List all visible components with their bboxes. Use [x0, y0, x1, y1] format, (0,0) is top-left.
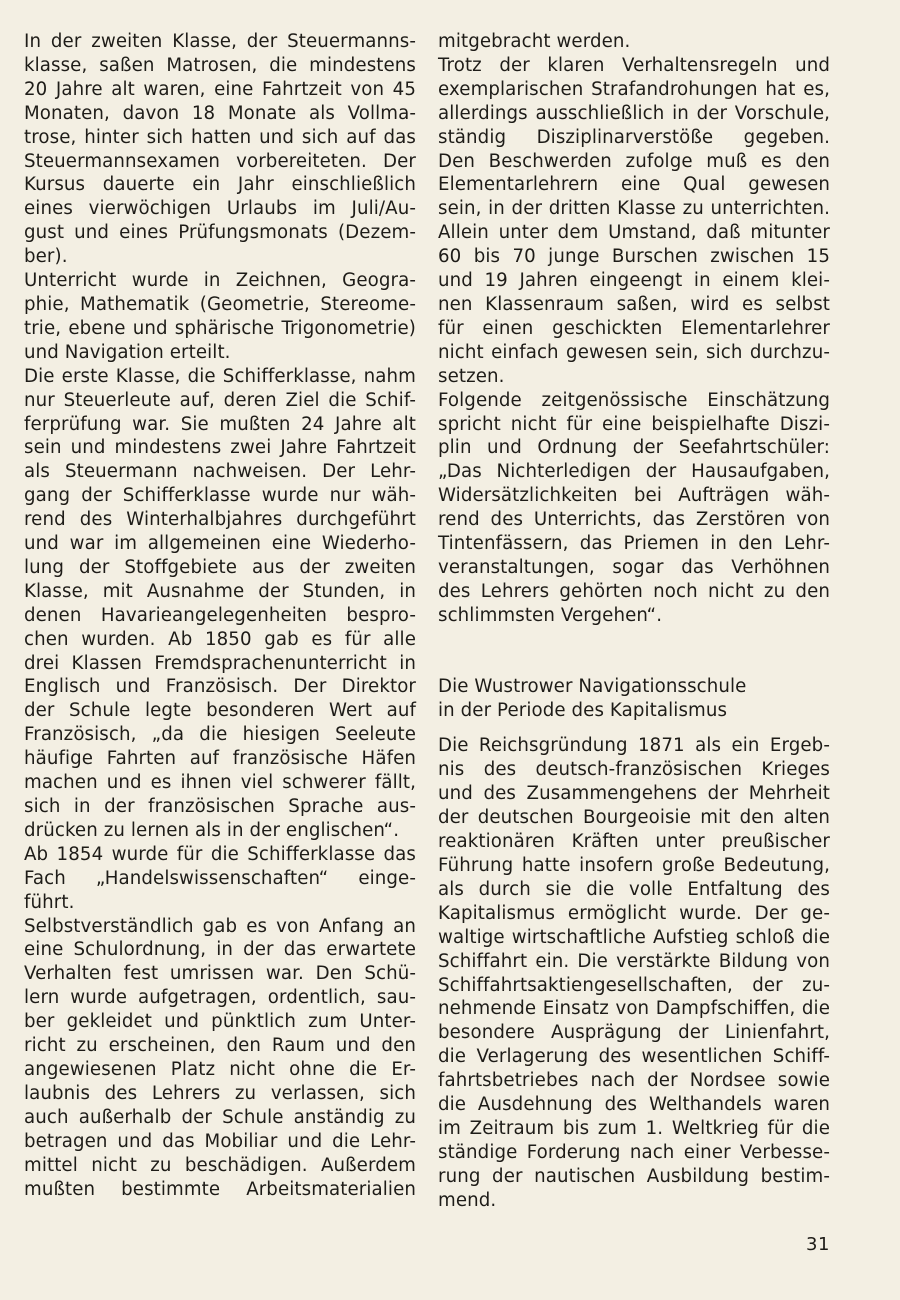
text-line: gust und eines Prüfungsmonats (Dezem- — [24, 222, 416, 244]
text-line: fahrtsbetriebes nach der Nordsee sowie — [438, 1070, 830, 1092]
text-line: nicht einfach gewesen sein, sich durchzu- — [438, 341, 830, 363]
text-line: Steuermannsexamen vorbereiteten. Der — [24, 150, 416, 172]
text-line: drücken zu lernen als in der englischen“. — [24, 819, 400, 841]
text-line: nen Klassenraum saßen, wird es selbst — [438, 293, 830, 315]
text-line: die Ausdehnung des Welthandels waren — [438, 1094, 830, 1116]
page-number: 31 — [806, 1234, 830, 1255]
text-line: setzen. — [438, 365, 505, 387]
heading-spacer — [438, 722, 830, 734]
text-line: schlimmsten Vergehen“. — [438, 604, 663, 626]
text-line: Führung hatte insofern große Bedeutung, — [438, 855, 830, 876]
section-spacer — [438, 628, 830, 675]
text-line: exemplarischen Strafandrohungen hat es, — [438, 78, 830, 100]
right-column — [438, 30, 830, 1213]
text-line: die Verlagerung des wesentlichen Schiff- — [438, 1046, 830, 1068]
text-line: chen wurden. Ab 1850 gab es für alle — [24, 628, 416, 650]
text-line: denen Havarieangelegenheiten bespro- — [24, 604, 416, 626]
text-line: waltige wirtschaftliche Aufstieg schloß die — [438, 926, 830, 948]
text-line: richt zu erscheinen, den Raum und den — [24, 1035, 416, 1057]
text-line: trie, ebene und sphärische Trigonometrie) — [24, 317, 416, 339]
text-line: Trotz der klaren Verhaltensregeln und — [438, 54, 830, 76]
text-line: machen und es ihnen viel schwerer fällt, — [24, 772, 416, 794]
text-line: Folgende zeitgenössische Einschätzung — [438, 389, 830, 411]
text-line: Allein unter dem Umstand, daß mitunter — [438, 222, 830, 244]
text-line: Monaten, davon 18 Monate als Vollma- — [24, 102, 416, 124]
text-line: nehmende Einsatz von Dampfschiffen, die — [438, 998, 830, 1020]
text-line: auch außerhalb der Schule anständig zu — [24, 1106, 416, 1128]
text-line: des Lehrers gehörten noch nicht zu den — [438, 580, 830, 602]
text-line: lung der Stoffgebiete aus der zweiten — [24, 556, 416, 578]
text-line: spricht nicht für eine beispielhafte Diszi- — [438, 413, 830, 435]
text-line: besondere Ausprägung der Linienfahrt, — [438, 1022, 830, 1044]
text-line: rung der nautischen Ausbildung bestim- — [438, 1165, 830, 1187]
text-line: betragen und das Mobiliar und die Lehr- — [24, 1130, 416, 1152]
text-line: plin und Ordnung der Seefahrtschüler: — [438, 437, 830, 459]
text-line: 20 Jahre alt waren, eine Fahrtzeit von 45 — [24, 78, 416, 100]
text-line: Kursus dauerte ein Jahr einschließlich — [24, 174, 416, 196]
text-line: Die Reichsgründung 1871 als ein Ergeb- — [438, 735, 830, 757]
text-line: Kapitalismus ermöglicht wurde. Der ge- — [438, 902, 830, 924]
text-line: Fach „Handelswissenschaften“ einge- — [24, 867, 416, 889]
text-line: gang der Schifferklasse wurde nur wäh- — [24, 485, 416, 507]
text-line: angewiesenen Platz nicht ohne die Er- — [24, 1058, 416, 1080]
text-line: Verhalten fest umrissen war. Den Schü- — [24, 963, 416, 985]
text-line: Klasse, mit Ausnahme der Stunden, in — [24, 580, 416, 602]
text-line: sich in der französischen Sprache aus- — [24, 796, 416, 817]
text-line: rend des Winterhalbjahres durchgeführt — [24, 509, 416, 531]
text-line: mittel nicht zu beschädigen. Außerdem — [24, 1154, 416, 1176]
left-paragraphs — [24, 30, 416, 1201]
text-line: ferprüfung war. Sie mußten 24 Jahre alt — [24, 413, 416, 435]
text-line: im Zeitraum bis zum 1. Weltkrieg für die — [438, 1117, 830, 1139]
text-line: klasse, saßen Matrosen, die mindestens — [24, 54, 416, 76]
text-line: Tintenfässern, das Priemen in den Lehr- — [438, 533, 830, 555]
text-line: Selbstverständlich gab es von Anfang an — [24, 915, 416, 937]
text-line: sein und mindestens zwei Jahre Fahrtzeit — [24, 437, 416, 459]
text-line: nis des deutsch-französischen Krieges — [438, 759, 830, 781]
text-line: Englisch und Französisch. Der Direktor — [24, 676, 416, 698]
text-line: 60 bis 70 junge Burschen zwischen 15 — [438, 246, 830, 268]
text-line: laubnis des Lehrers zu verlassen, sich — [24, 1082, 416, 1104]
text-line: trose, hinter sich hatten und sich auf das — [24, 126, 416, 148]
text-line: lern wurde aufgetragen, ordentlich, sau- — [24, 987, 416, 1009]
text-line: als durch sie die volle Entfaltung des — [438, 878, 830, 900]
text-line: Widersätzlichkeiten bei Aufträgen wäh- — [438, 485, 830, 507]
text-line: ber). — [24, 246, 68, 268]
text-line: ständig Disziplinarverstöße gegeben. — [438, 126, 830, 148]
text-line: eine Schulordnung, in der das erwartete — [24, 939, 416, 961]
text-line: Ab 1854 wurde für die Schifferklasse das — [24, 843, 416, 865]
text-line: reaktionären Kräften unter preußischer — [438, 831, 830, 853]
right-paragraphs — [438, 30, 830, 628]
text-line: nur Steuerleute auf, deren Ziel die Schif- — [24, 389, 416, 411]
text-line: phie, Mathematik (Geometrie, Stereome- — [24, 293, 416, 315]
text-line: und des Zusammengehens der Mehrheit — [438, 783, 830, 805]
text-line: Französisch, „da die hiesigen Seeleute — [24, 724, 416, 746]
text-line: In der zweiten Klasse, der Steuermanns- — [24, 31, 416, 52]
text-line: ständige Forderung nach einer Verbesse- — [438, 1141, 830, 1163]
section-heading — [438, 675, 830, 723]
section-body — [438, 734, 830, 1212]
text-line: ber gekleidet und pünktlich zum Unter- — [24, 1011, 416, 1033]
text-line: und war im allgemeinen eine Wiederho- — [24, 533, 416, 555]
text-line: führt. — [24, 891, 75, 913]
section-heading-line: Die Wustrower Navigationsschule — [438, 675, 747, 697]
text-line: „Das Nichterledigen der Hausaufgaben, — [438, 461, 830, 483]
text-line: Unterricht wurde in Zeichnen, Geogra- — [24, 270, 416, 292]
text-line: veranstaltungen, sogar das Verhöhnen — [438, 556, 830, 578]
text-line: und 19 Jahren eingeengt in einem klei- — [438, 270, 830, 292]
text-line: Schiffahrt ein. Die verstärkte Bildung von — [438, 950, 830, 972]
left-column — [24, 30, 416, 1201]
section-heading-line: in der Periode des Kapitalismus — [438, 699, 728, 721]
text-line: mend. — [438, 1189, 497, 1211]
text-line: der deutschen Bourgeoisie mit den alten — [438, 807, 830, 829]
text-line: allerdings ausschließlich in der Vorschule, — [438, 102, 830, 124]
text-line: Den Beschwerden zufolge muß es den — [438, 150, 830, 172]
text-line: Elementarlehrern eine Qual gewesen — [438, 174, 830, 196]
text-line: sein, in der dritten Klasse zu unterrichten. — [438, 198, 830, 220]
text-line: und Navigation erteilt. — [24, 341, 231, 363]
text-line: drei Klassen Fremdsprachenunterricht in — [24, 652, 416, 674]
text-line: der Schule legte besonderen Wert auf — [24, 700, 416, 722]
text-line: als Steuermann nachweisen. Der Lehr- — [24, 461, 416, 483]
text-line: eines vierwöchigen Urlaubs im Juli/Au- — [24, 198, 416, 220]
text-line: Die erste Klasse, die Schifferklasse, nahm — [24, 365, 416, 387]
text-line: häufige Fahrten auf französische Häfen — [24, 748, 416, 770]
text-line: Schiffahrtsaktiengesellschaften, der zu- — [438, 974, 830, 996]
text-line: mitgebracht werden. — [438, 31, 631, 52]
text-line: für einen geschickten Elementarlehrer — [438, 317, 830, 339]
text-line: mußten bestimmte Arbeitsmaterialien — [24, 1178, 416, 1200]
text-line: rend des Unterrichts, das Zerstören von — [438, 509, 830, 531]
